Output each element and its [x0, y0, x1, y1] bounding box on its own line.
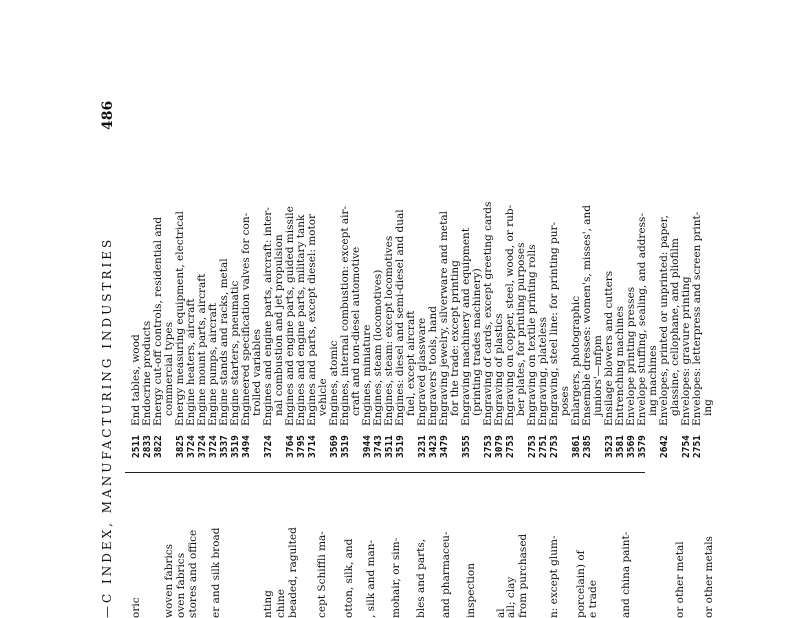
sic-code: 2753 [549, 435, 560, 458]
left-line: from purchased [517, 533, 529, 618]
entry-description: Endocrine products [141, 320, 153, 426]
entry-description: Envelopes, printed or unprinted: paper, [658, 215, 670, 426]
sic-code: 3231 [417, 435, 428, 458]
sic-code: 3724 [197, 435, 208, 458]
left-line: er and silk broad [210, 527, 222, 618]
entry-description: Engines and engine parts, military tank [295, 214, 307, 426]
sic-code: 2753 [505, 435, 516, 458]
entry-description: Engraving jewelry, silverware and metal [438, 211, 450, 426]
entry-description: (printing trades machinery) [471, 268, 483, 416]
entry-description: Engraving on copper, steel, wood, or rub- [504, 204, 516, 426]
sic-code: 2511 [131, 435, 142, 458]
sic-code: 3825 [175, 435, 186, 458]
sic-code: 3944 [362, 435, 373, 458]
sic-code: 3511 [384, 435, 395, 458]
index-entry [702, 399, 714, 458]
left-line: stores and office [187, 529, 199, 618]
sic-code: 3523 [604, 435, 615, 458]
entry-description: Engraving of cards, except greeting cards [482, 201, 494, 426]
entry-description: ing machines [647, 345, 659, 416]
left-line: bles and parts, [415, 538, 427, 618]
entry-description: Engraved glassware [416, 317, 428, 426]
sic-code: 2753 [527, 435, 538, 458]
entry-description: poses [559, 385, 571, 416]
entry-description: ber plates, for printing purposes [515, 242, 527, 416]
sic-code: 3479 [439, 435, 450, 458]
entry-description: trolled variables [251, 328, 263, 416]
entry-description: Engraving on textile printing rolls [526, 244, 538, 426]
entry-description: Ensemble dresses: women's, misses', and [581, 204, 593, 426]
sic-code: 3822 [153, 435, 164, 458]
sic-code: 3079 [494, 435, 505, 458]
entry-description: Envelopes: gravure printing [680, 276, 692, 426]
sic-code: 3724 [186, 435, 197, 458]
entry-description: Engine heaters, aircraft [185, 298, 197, 426]
left-line: oven fabrics [175, 552, 187, 618]
sic-code: 3519 [230, 435, 241, 458]
sic-code: 3537 [219, 435, 230, 458]
left-line: , silk and man- [365, 539, 377, 618]
entry-description: Engines, steam (locomotives) [372, 269, 384, 426]
sic-code: 2751 [538, 435, 549, 458]
sic-code: 3494 [241, 435, 252, 458]
entry-description: Engraving, plateless [537, 317, 549, 426]
entry-description: commercial types [163, 321, 175, 416]
page-number: 486 [100, 100, 116, 130]
sic-code: 3581 [615, 435, 626, 458]
entry-description: Engineered specification valves for con- [240, 212, 252, 426]
sic-code: 3423 [428, 435, 439, 458]
sic-code: 3519 [395, 435, 406, 458]
entry-description: Engraving of plastics [493, 313, 505, 426]
left-line: and pharmaceu- [440, 531, 452, 618]
sic-code: 3555 [461, 435, 472, 458]
entry-description: Engraving machinery and equipment [460, 227, 472, 426]
sic-code: 3569 [626, 435, 637, 458]
left-line: e trade [587, 580, 599, 618]
sic-code: 2642 [659, 435, 670, 458]
sic-code: 3714 [307, 435, 318, 458]
entry-description: Energy cut-off controls, residential and [152, 216, 164, 426]
entry-description: Engines, steam: except locomotives [383, 235, 395, 426]
entry-description: ing [702, 399, 714, 416]
entry-description: craft and non-diesel automotive [350, 246, 362, 416]
left-line: al [495, 608, 507, 618]
entry-description: Engines and engine parts, aircraft: inter- [262, 207, 274, 426]
entry-description: Engravers' tools, hand [427, 306, 439, 426]
entry-description: vehicle [317, 378, 329, 416]
left-line: or other metal [674, 541, 686, 618]
left-line: and china paint- [620, 531, 632, 618]
sic-code: 3764 [285, 435, 296, 458]
entry-description: Engines, atomic [328, 340, 340, 426]
entry-description: End tables, wood [130, 334, 142, 426]
page-title: —C INDEX, MANUFACTURING INDUSTRIES [100, 236, 114, 618]
sic-code: 3861 [571, 435, 582, 458]
left-line: n: except glum- [548, 535, 560, 618]
sic-code: 3579 [637, 435, 648, 458]
entry-description: Engines, miniature [361, 324, 373, 426]
entry-description: Engines and engine parts, guided missile [284, 206, 296, 426]
entry-description: glassine, cellophane, and pliofilm [669, 238, 681, 416]
left-line: or other metals [703, 536, 715, 618]
entry-description: Engines, internal combustion: except air- [339, 205, 351, 426]
entry-description: Envelope stuffing, sealing, and address- [636, 213, 648, 426]
left-line: porcelain) of [575, 550, 587, 618]
left-line: nting [262, 590, 274, 618]
left-line: otton, silk, and [343, 538, 355, 618]
entry-description: Engines and parts, except diesel: motor [306, 213, 318, 426]
entry-description: juniors'—mfpm [592, 335, 604, 416]
left-line: chine [275, 589, 287, 618]
sic-code: 3724 [263, 435, 274, 458]
entry-description: fuel, except aircraft [405, 310, 417, 416]
sic-code: 3569 [329, 435, 340, 458]
left-line: oric [130, 597, 142, 618]
entry-description: Engines: diesel and semi-diesel and dual [394, 209, 406, 426]
entry-description: Engraving, steel line: for printing pur- [548, 221, 560, 426]
entry-description: Engine starters, pneumatic [229, 280, 241, 426]
entry-description: for the trade: except printing [449, 260, 461, 416]
left-line: beaded, ragulted [287, 527, 299, 618]
entry-description: Engine stands and racks, metal [218, 258, 230, 426]
left-line: cept Schiffli ma- [316, 531, 328, 618]
sic-code: 2833 [142, 435, 153, 458]
entry-description: Energy measuring equipment, electrical [174, 211, 186, 426]
entry-description: Engine pumps, aircraft [207, 303, 219, 426]
entry-description: Envelopes: letterpress and screen print- [691, 211, 703, 426]
left-line: all; clay [505, 576, 517, 618]
sic-code: 3743 [373, 435, 384, 458]
sic-code: 2751 [692, 435, 703, 458]
sic-code: 3519 [340, 435, 351, 458]
entry-description: Engine mount parts, aircraft [196, 273, 208, 426]
entry-description: Entrenching machines [614, 305, 626, 426]
page-header [0, 0, 140, 618]
column-divider [125, 472, 645, 473]
sic-code: 3724 [208, 435, 219, 458]
entry-description: nal combustion and jet propulsion [273, 234, 285, 416]
sic-code: 2753 [483, 435, 494, 458]
left-line: mohair, or sim- [390, 537, 402, 618]
entry-description: Envelope printing presses [625, 286, 637, 426]
sic-code: 3795 [296, 435, 307, 458]
sic-code: 2754 [681, 435, 692, 458]
entry-description: Ensilage blowers and cutters [603, 270, 615, 426]
left-line: woven fabrics [163, 543, 175, 618]
sic-code: 2385 [582, 435, 593, 458]
entry-description: Enlargers, photographic [570, 295, 582, 426]
left-line: inspection [465, 563, 477, 618]
